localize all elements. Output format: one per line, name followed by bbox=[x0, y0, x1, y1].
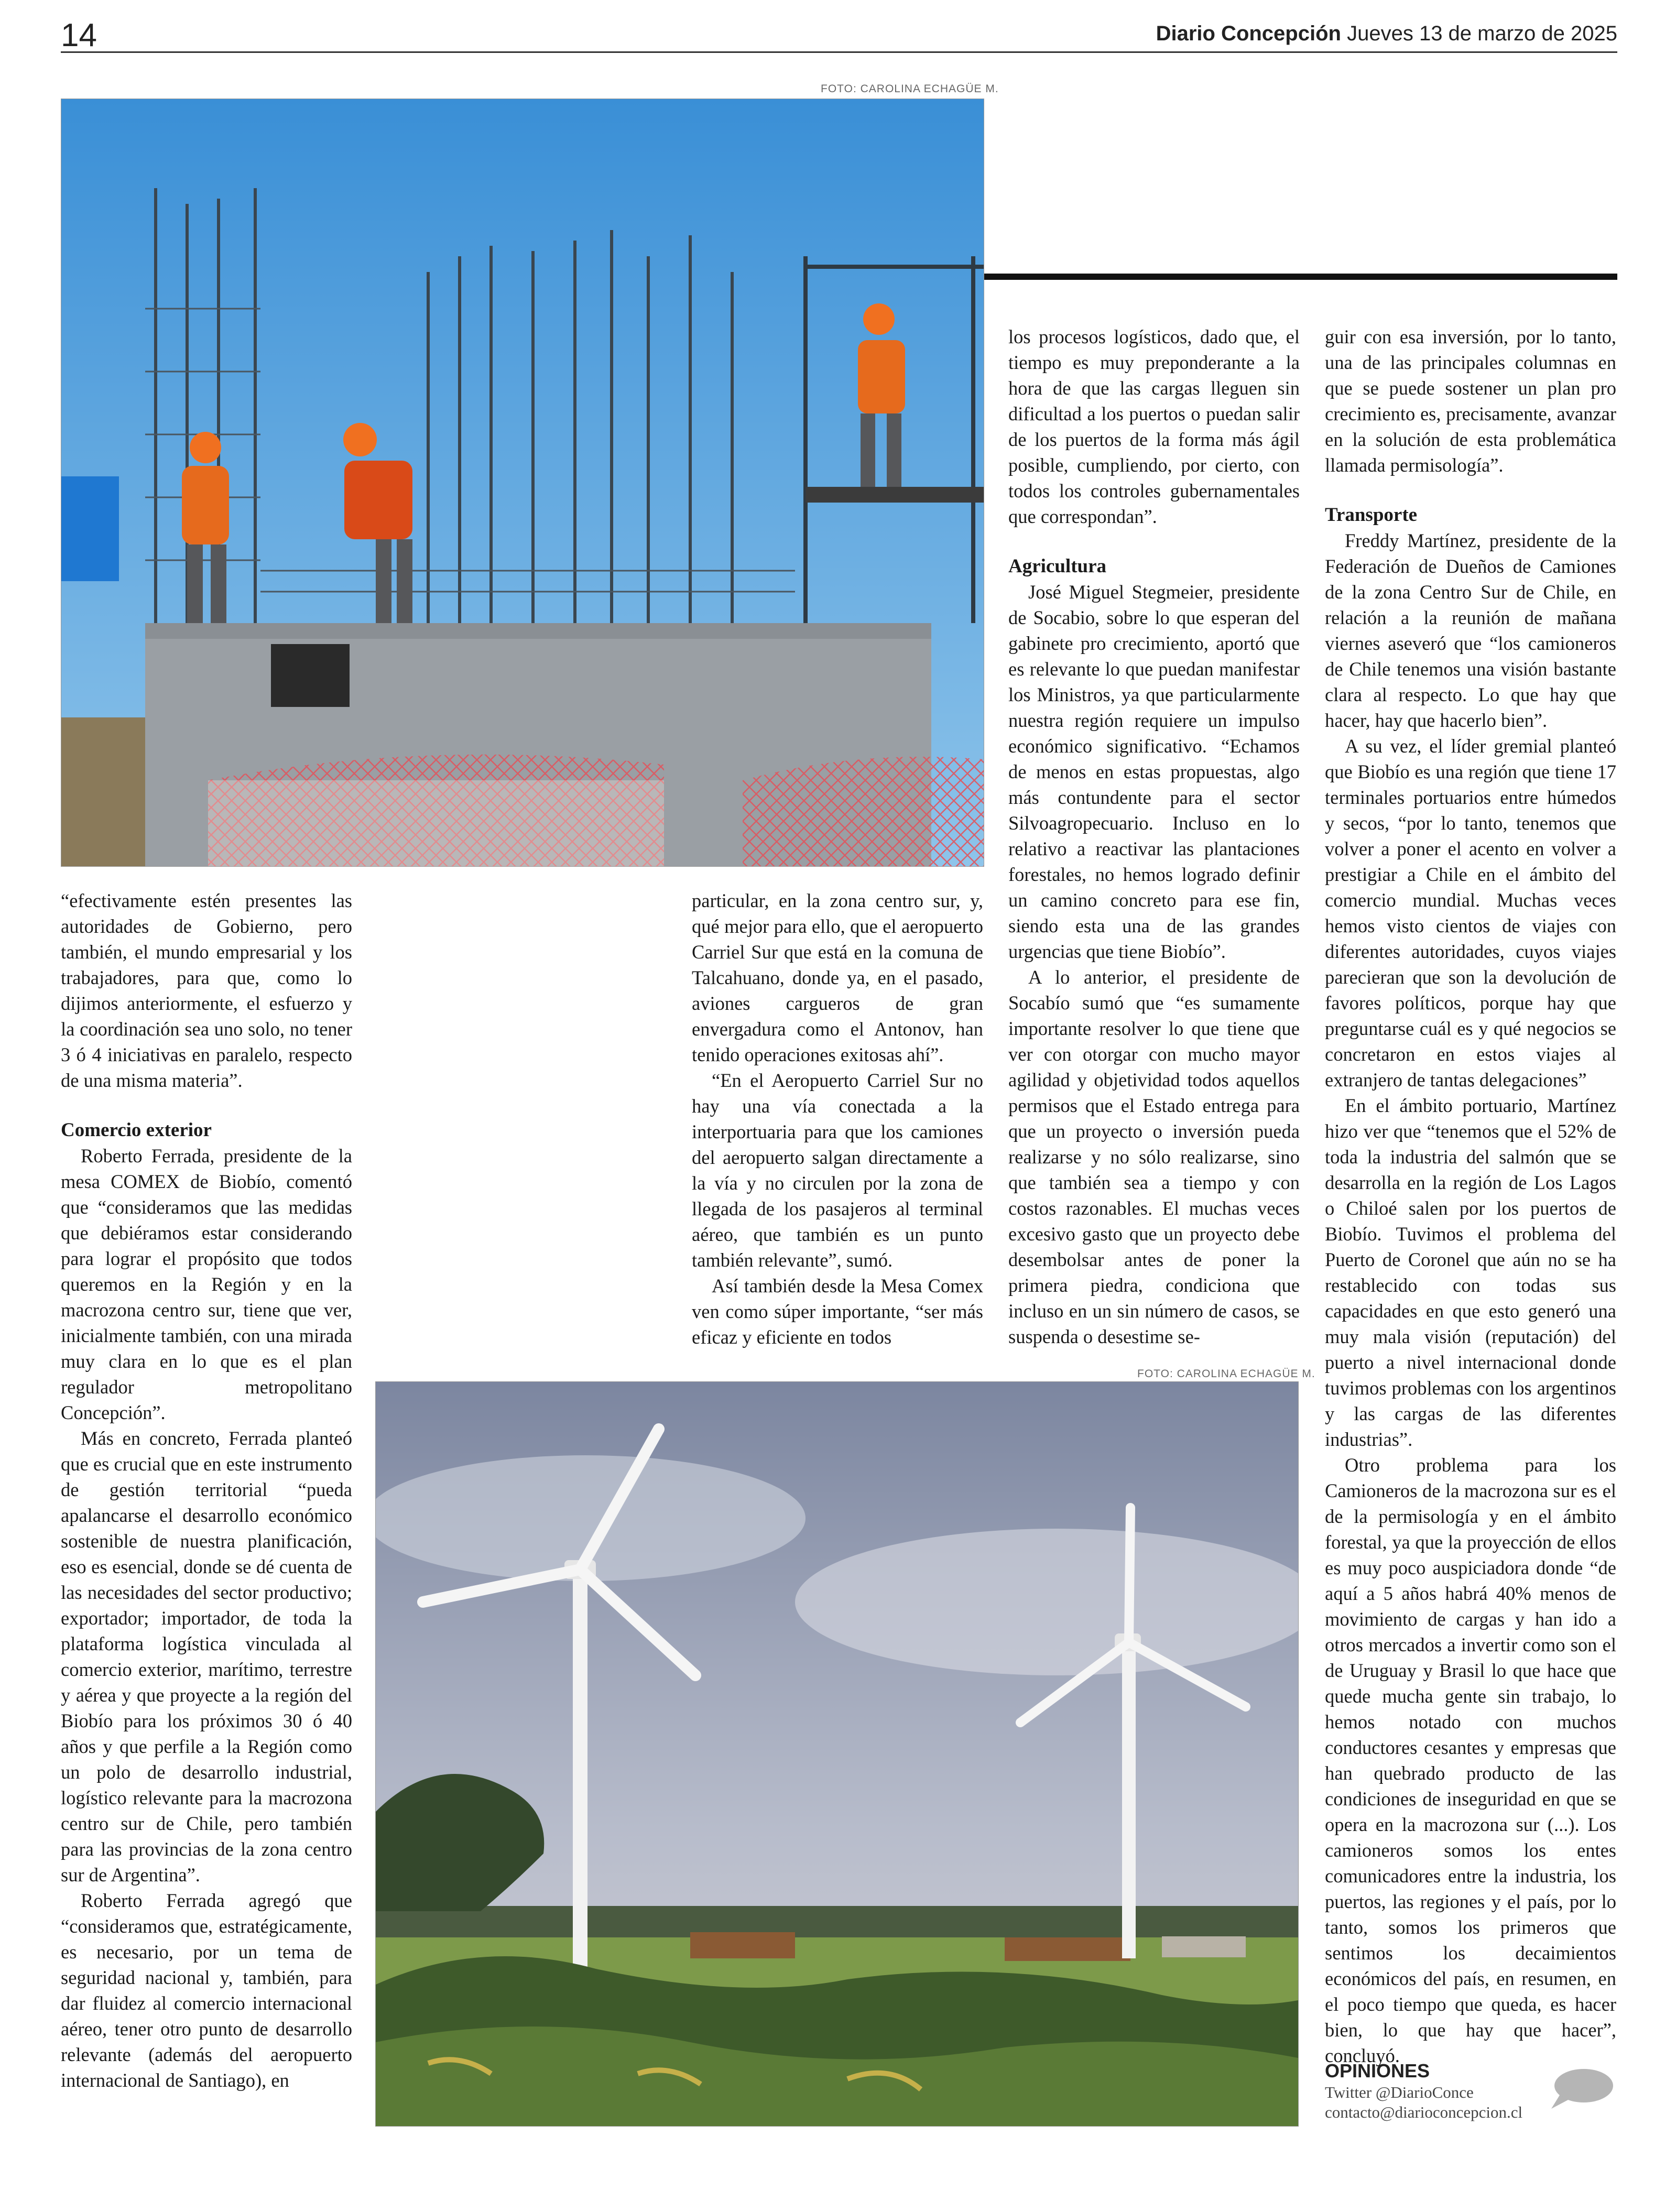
column-3 bbox=[1008, 324, 1300, 1349]
column-1 bbox=[61, 888, 352, 2093]
paragraph: “efectivamente estén presentes las autoridades de Gobierno, pero también, el mundo empresarial y los trabajadores, para que, como lo dijimos anteriormente, el esfuerzo y la coordinación sea uno solo, no tener 3 ó 4 iniciativas en paralelo, respecto de una misma materia”. bbox=[61, 890, 352, 1091]
paragraph: Roberto Ferrada agregó que “consideramos que, estratégicamente, es necesario, por un tema de seguridad nacional y, también, para dar fluidez al comercio internacional aéreo, tener otro punto de desarrollo relevante (además del aeropuerto internacional de Santiago), en bbox=[61, 1890, 352, 2091]
subheading-transporte: Transporte bbox=[1325, 504, 1418, 526]
subheading-comercio-exterior: Comercio exterior bbox=[61, 1119, 212, 1141]
contact-email[interactable]: contacto@diarioconcepcion.cl bbox=[1325, 2103, 1523, 2121]
paragraph: “En el Aeropuerto Carriel Sur no hay una vía conectada a la interportuaria para que los camiones del aeropuerto salgan directamente a la vía y no circulen por la zona de llegada de los pasajeros al terminal aéreo, que también es un punto también relevante”, sumó. bbox=[692, 1070, 983, 1271]
column-4 bbox=[1325, 324, 1616, 2068]
paragraph: José Miguel Stegmeier, presidente de Socabio, sobre lo que esperan del gabinete pro crecimiento, aportó que es relevante lo que puedan manifestar los Ministros, ya que particularmente nuestra región requiere un impulso económico significativo. “Echamos de menos en estas propuestas, algo más contundente para el sector Silvoagropecuario. Incluso en lo relativo a reactivar las plantaciones forestales, no hemos logrado definir un camino concreto para ese fin, siendo esta una de las grandes urgencias que tiene Biobío”. bbox=[1008, 581, 1300, 962]
masthead bbox=[1156, 22, 1617, 46]
paragraph: Freddy Martínez, presidente de la Federación de Dueños de Camiones de la zona Centro Sur de Chile, en relación a la reunión de mañana viernes aseveró que “los camioneros de Chile tenemos una visión bastante clara al respecto. Lo que hay que hacer, hay que hacerlo bien”. bbox=[1325, 530, 1616, 731]
speech-bubble-icon bbox=[1546, 2066, 1614, 2111]
paragraph: A lo anterior, el presidente de Socabío sumó que “es sumamente importante resolver lo que tiene que ver con otorgar con mucho mayor agilidad y objetividad todos aquellos permisos que el Estado entrega para que un proyecto o inversión pueda realizarse y no sólo realizarse, sino que también sea a tiempo y con costos razonables. El muchas veces excesivo gasto que un proyecto debe desembolsar antes de poner la primera piedra, condiciona que incluso en un sin número de casos, se suspenda o desestime se- bbox=[1008, 966, 1300, 1347]
section-rule bbox=[984, 274, 1617, 280]
paragraph: los procesos logísticos, dado que, el tiempo es muy preponderante a la hora de que las cargas lleguen sin dificultad a los puertos o puedan salir de los puertos de la forma más ágil posible, cumpliendo, por cierto, con todos los controles gubernamentales que correspondan”. bbox=[1008, 326, 1300, 527]
paragraph: particular, en la zona centro sur, y, qué mejor para ello, que el aeropuerto Carriel Sur que está en la comuna de Talcahuano, donde ya, en el pasado, aviones cargueros de gran envergadura como el Antonov, han tenido operaciones exitosas ahí”. bbox=[692, 890, 983, 1065]
opinions-title: OPINIONES bbox=[1325, 2060, 1430, 2082]
paragraph: guir con esa inversión, por lo tanto, una de las principales columnas en que se puede sostener un plan pro crecimiento es, precisamente, avanzar en la solución de esta problemática llamada permisología”. bbox=[1325, 326, 1616, 476]
twitter-handle[interactable]: Twitter @DiarioConce bbox=[1325, 2083, 1474, 2101]
opinions-footer bbox=[1325, 2060, 1618, 2122]
paragraph: En el ámbito portuario, Martínez hizo ver que “tenemos que el 52% de toda la industria del salmón que se desarrolla en la región de Los Lagos o Chiloé salen por los puertos de Biobío. Tuvimos el problema del Puerto de Coronel que aún no se ha restablecido con todas sus capacidades en que esto generó una muy mala visión (reputación) del puerto a nivel internacional donde tuvimos problemas con los argentinos y las cargas de las diferentes industrias”. bbox=[1325, 1095, 1616, 1450]
paragraph: A su vez, el líder gremial planteó que Biobío es una región que tiene 17 terminales portuarios entre húmedos y secos, “por lo tanto, tenemos que volver a poner el acento en volver a prestigiar a Chile en el ámbito del comercio mundial. Muchas veces hemos visto cientos de viajes con diferentes autoridades, cuyos viajes parecieran que son la devolución de favores políticos, porque hay que preguntarse cuál es y qué negocios se concretaron en estos viajes al extranjero de tantas delegaciones” bbox=[1325, 735, 1616, 1091]
paragraph: Así también desde la Mesa Comex ven como súper importante, “ser más eficaz y eficiente en todos bbox=[692, 1275, 983, 1348]
wind-turbines-photo bbox=[375, 1381, 1299, 2127]
publication-date: Jueves 13 de marzo de 2025 bbox=[1347, 22, 1617, 45]
top-photo-credit: FOTO: CAROLINA ECHAGÜE M. bbox=[821, 83, 999, 95]
subheading-agricultura: Agricultura bbox=[1008, 555, 1107, 577]
bottom-photo-credit: FOTO: CAROLINA ECHAGÜE M. bbox=[1137, 1368, 1315, 1380]
construction-photo bbox=[61, 99, 984, 867]
page-header bbox=[61, 15, 1617, 53]
page-number: 14 bbox=[61, 17, 97, 53]
column-2 bbox=[692, 888, 983, 1350]
paragraph: Otro problema para los Camioneros de la macrozona sur es el de la permisología y en el ámbito forestal, ya que la proyección de ellos es muy poco auspiciadora donde “de aquí a 5 años habrá 40% menos de movimiento de cargas y han ido a otros mercados a invertir como son el de Uruguay y Brasil lo que hace que quede mucha gente sin trabajo, lo hemos notado con muchos conductores cesantes y empresas que han quebrado producto de las condiciones de inseguridad en que se opera en la macrozona sur (...). Los camioneros somos los entes comunicadores entre la industria, los puertos, las regiones y el país, por lo tanto, somos los primeros que sentimos los decaimientos económicos del país, en resumen, en el poco tiempo que queda, es hacer bien, lo que hay que hacer”, concluyó. bbox=[1325, 1454, 1616, 2066]
publication-name: Diario Concepción bbox=[1156, 22, 1341, 45]
paragraph: Roberto Ferrada, presidente de la mesa COMEX de Biobío, comentó que “consideramos que las medidas que debiéramos estar considerando para lograr el propósito que todos queremos en la Región y en la macrozona centro sur, tiene que ver, inicialmente también, con una mirada muy clara en lo que es el plan regulador metropolitano Concepción”. bbox=[61, 1145, 352, 1423]
paragraph: Más en concreto, Ferrada planteó que es crucial que en este instrumento de gestión territorial “pueda apalancarse el desarrollo económico sostenible de nuestra planificación, eso es esencial, donde se dé cuenta de las necesidades del sector productivo; exportador; importador, de toda la plataforma logística vinculada al comercio exterior, marítimo, terrestre y aérea y que proyecte a la región del Biobío para los próximos 30 ó 40 años y que perfile a la Región como un polo de desarrollo industrial, logístico relevante para la macrozona centro sur de Chile, pero también para las provincias de la zona centro sur de Argentina”. bbox=[61, 1428, 352, 1886]
